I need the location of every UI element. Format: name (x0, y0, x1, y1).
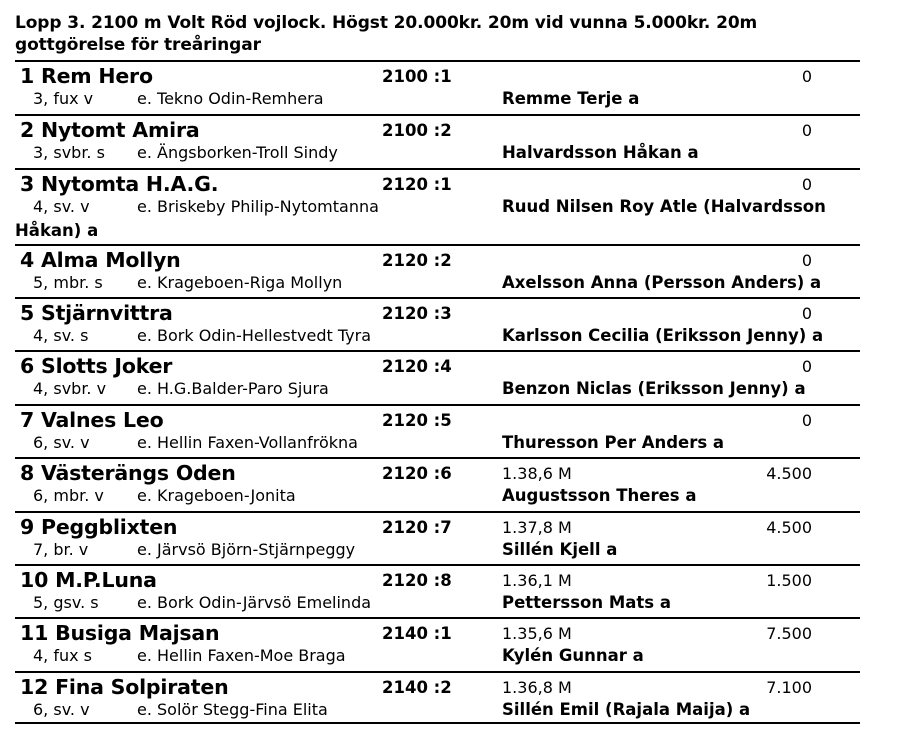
age-sex: 3, svbr. s (33, 143, 105, 162)
earnings: 4.500 (766, 464, 812, 483)
entry-6 (15, 350, 860, 404)
driver: Thuresson Per Anders a (502, 433, 725, 452)
distance-post: 2120 :4 (382, 357, 452, 376)
pedigree: e. Hellin Faxen-Moe Braga (137, 646, 346, 665)
distance-post: 2120 :6 (382, 464, 452, 483)
entry-divider (15, 297, 860, 299)
distance-post: 2120 :7 (382, 518, 452, 537)
earnings: 0 (801, 121, 812, 140)
distance-post: 2120 :3 (382, 304, 452, 323)
horse-name: 11 Busiga Majsan (20, 621, 220, 645)
driver: Kylén Gunnar a (502, 646, 644, 665)
distance-post: 2100 :2 (382, 121, 452, 140)
horse-name: 3 Nytomta H.A.G. (20, 172, 219, 196)
driver: Ruud Nilsen Roy Atle (Halvardsson (502, 197, 826, 216)
distance-post: 2120 :2 (382, 251, 452, 270)
horse-name: 1 Rem Hero (20, 64, 153, 88)
entry-8 (15, 457, 860, 511)
record-time: 1.37,8 M (502, 518, 572, 537)
pedigree: e. Krageboen-Jonita (137, 486, 296, 505)
horse-name: 5 Stjärnvittra (20, 301, 173, 325)
distance-post: 2120 :1 (382, 175, 452, 194)
entry-divider (15, 60, 860, 62)
age-sex: 6, mbr. v (33, 486, 104, 505)
driver: Remme Terje a (502, 89, 640, 108)
entry-9 (15, 511, 860, 565)
distance-post: 2140 :2 (382, 678, 452, 697)
earnings: 0 (801, 357, 812, 376)
driver: Sillén Emil (Rajala Maija) a (502, 700, 751, 719)
age-sex: 4, sv. v (33, 197, 90, 216)
earnings: 7.100 (766, 678, 812, 697)
pedigree: e. Ängsborken-Troll Sindy (137, 143, 338, 162)
driver: Benzon Niclas (Eriksson Jenny) a (502, 379, 806, 398)
record-time: 1.36,1 M (502, 571, 572, 590)
pedigree: e. Briskeby Philip-Nytomtanna (137, 197, 379, 216)
horse-name: 8 Västerängs Oden (20, 461, 236, 485)
record-time: 1.36,8 M (502, 678, 572, 697)
age-sex: 6, sv. v (33, 700, 90, 719)
distance-post: 2120 :5 (382, 411, 452, 430)
entry-divider (15, 457, 860, 459)
entry-divider (15, 564, 860, 566)
age-sex: 5, gsv. s (33, 593, 99, 612)
age-sex: 7, br. v (33, 540, 89, 559)
pedigree: e. H.G.Balder-Paro Sjura (137, 379, 329, 398)
entry-1 (15, 60, 860, 114)
horse-name: 4 Alma Mollyn (20, 248, 181, 272)
age-sex: 3, fux v (33, 89, 94, 108)
pedigree: e. Hellin Faxen-Vollanfrökna (137, 433, 358, 452)
pedigree: e. Bork Odin-Järvsö Emelinda (137, 593, 372, 612)
entry-divider (15, 404, 860, 406)
driver: Augustsson Theres a (502, 486, 697, 505)
driver: Pettersson Mats a (502, 593, 671, 612)
entry-10 (15, 564, 860, 618)
bottom-divider (15, 722, 860, 724)
earnings: 0 (801, 67, 812, 86)
horse-name: 2 Nytomt Amira (20, 118, 200, 142)
entry-divider (15, 511, 860, 513)
race-title (15, 12, 835, 56)
record-time: 1.38,6 M (502, 464, 572, 483)
driver: Axelsson Anna (Persson Anders) a (502, 273, 822, 292)
age-sex: 4, fux s (33, 646, 93, 665)
earnings: 0 (801, 304, 812, 323)
age-sex: 5, mbr. s (33, 273, 103, 292)
distance-post: 2140 :1 (382, 624, 452, 643)
entry-divider (15, 168, 860, 170)
earnings: 7.500 (766, 624, 812, 643)
entry-5 (15, 297, 860, 351)
entry-11 (15, 617, 860, 671)
driver: Karlsson Cecilia (Eriksson Jenny) a (502, 326, 824, 345)
driver: Halvardsson Håkan a (502, 143, 699, 162)
age-sex: 4, svbr. v (33, 379, 107, 398)
earnings: 0 (801, 251, 812, 270)
horse-name: 10 M.P.Luna (20, 568, 157, 592)
entry-divider (15, 617, 860, 619)
pedigree: e. Järvsö Björn-Stjärnpeggy (137, 540, 356, 559)
entry-3 (15, 168, 860, 246)
horse-name: 7 Valnes Leo (20, 408, 164, 432)
horse-name: 12 Fina Solpiraten (20, 675, 229, 699)
earnings: 4.500 (766, 518, 812, 537)
entry-12 (15, 671, 860, 725)
entry-divider (15, 114, 860, 116)
entry-divider (15, 244, 860, 246)
entry-divider (15, 350, 860, 352)
entry-4 (15, 244, 860, 298)
horse-name: 6 Slotts Joker (20, 354, 173, 378)
distance-post: 2120 :8 (382, 571, 452, 590)
pedigree: e. Tekno Odin-Remhera (137, 89, 324, 108)
race-title-line-1: Lopp 3. 2100 m Volt Röd vojlock. Högst 20.000kr. 20m vid vunna 5.000kr. 20m (15, 13, 758, 33)
entry-2 (15, 114, 860, 168)
pedigree: e. Solör Stegg-Fina Elita (137, 700, 328, 719)
earnings: 1.500 (766, 571, 812, 590)
horse-name: 9 Peggblixten (20, 515, 178, 539)
age-sex: 6, sv. v (33, 433, 90, 452)
driver-continued: Håkan) a (15, 221, 99, 240)
entry-divider (15, 671, 860, 673)
earnings: 0 (801, 411, 812, 430)
entry-7 (15, 404, 860, 458)
race-title-line-2: gottgörelse för treåringar (15, 35, 261, 55)
driver: Sillén Kjell a (502, 540, 618, 559)
pedigree: e. Krageboen-Riga Mollyn (137, 273, 343, 292)
distance-post: 2100 :1 (382, 67, 452, 86)
earnings: 0 (801, 175, 812, 194)
record-time: 1.35,6 M (502, 624, 572, 643)
pedigree: e. Bork Odin-Hellestvedt Tyra (137, 326, 371, 345)
age-sex: 4, sv. s (33, 326, 89, 345)
